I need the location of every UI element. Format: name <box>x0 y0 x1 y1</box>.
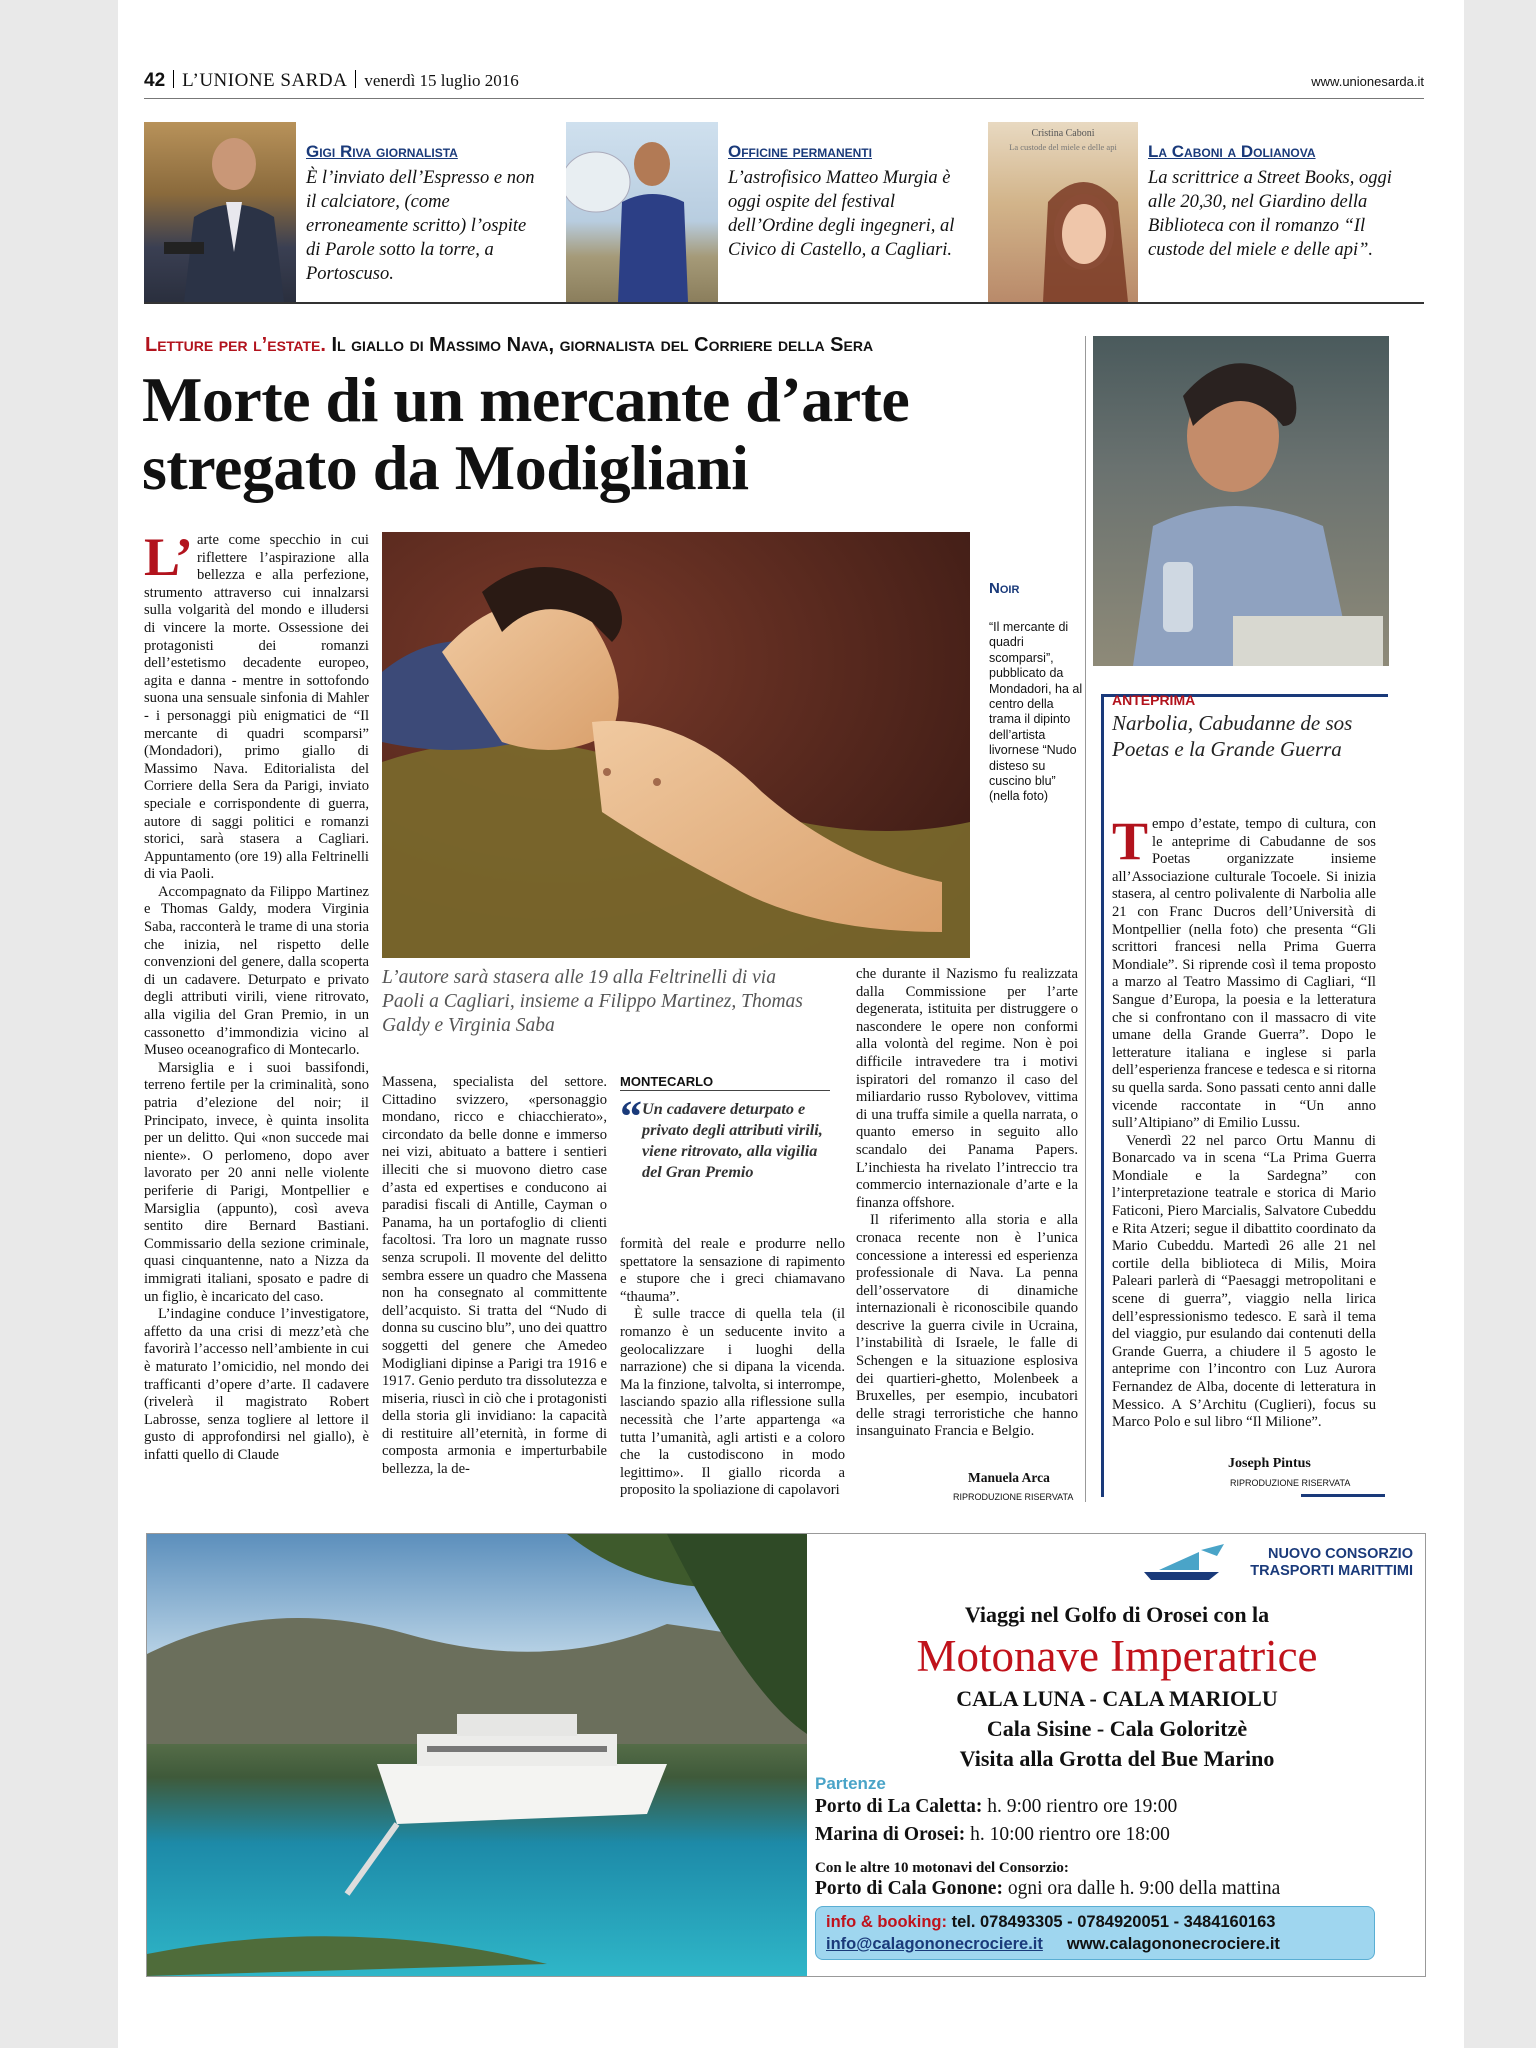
ad-logo-text <box>1250 1546 1413 1580</box>
col3-para-2: È sulle tracce di quella tela (il romanzo è un seducente invito a geolocalizzare i luoghi della narrazione) che si dipana la vicenda. Ma la finzione, talvolta, si interrompe, lasciando spazio alla riflessione sulla necessità che l’arte appartenga «a tutta l’umanità, agli artisti e a coloro che la custodiscono in modo legittimo». Il giallo ricorda a proposito la spoliazione di capolavori <box>620 1306 845 1499</box>
noir-label: Noir <box>989 580 1020 597</box>
schedule-place-1: Porto di La Caletta: <box>815 1796 983 1817</box>
col1-para-3: Marsiglia e i suoi bassifondi, terreno fertile per la criminalità, sono patria d’elezione del noir; il Principato, invece, è quinta insolita per un delitto. Qui «non succede mai niente». O perlomeno, dopo aver lavorato per 20 anni nelle violente periferie di Parigi, Montpellier e Marsiglia (appunto), così aveva sentito dire Bernard Bastiani. Commissario della sezione criminale, quasi cinquantenne, nato a Nizza da immigrati italiani, sposato e padre di un figlio, è incaricato del caso. <box>144 1059 369 1305</box>
sidebar-title: Narbolia, Cabudanne de sos Poetas e la Grande Guerra <box>1112 711 1353 761</box>
schedule-times-2: h. 10:00 rientro ore 18:00 <box>965 1824 1170 1845</box>
issue-date: venerdì 15 luglio 2016 <box>364 71 519 90</box>
article-headline <box>142 366 1062 502</box>
schedule-times-1: h. 9:00 rientro ore 19:00 <box>982 1796 1178 1817</box>
col4-para-2: Il riferimento alla storia e alla cronaca recente non è l’unica concessione a interessi ed esperienza professionale di Nava. La penna dell’osservatore di dinamiche internazionali è riconoscibile quando descrive la guerra civile in Ucraina, l’instabilità di Israele, le falle di Schengen e la situazione esplosiva dei quartieri-ghetto, Molenbeek a Bruxelles, per esempio, incubatori delle stragi terroristiche che hanno insanguinato Francia e Belgio. <box>856 1212 1078 1440</box>
ad-route-3: Visita alla Grotta del Bue Marino <box>959 1746 1275 1771</box>
ad-web-link[interactable]: www.calagononecrociere.it <box>1066 1935 1280 1953</box>
ad-logo-line-1: NUOVO CONSORZIO <box>1267 1546 1413 1562</box>
sidebar-para-1: empo d’estate, tempo di cultura, con le anteprime di Cabudanne de sos Poetas organizzate insieme all’Associazione culturale Tocoele. Si inizia stasera, al centro polivalente di Narbolia alle 21 con Franc Ducros dell’Università di Montpellier (nella foto) che presenta “Gli scrittori francesi nella Prima Guerra Mondiale”. Si riprende così il tema proposto a marzo al Teatro Massimo di Cagliari, “Il Sangue d’Europa, la poesia e la letteratura che si confrontano con il massacro di vite umane della Grande Guerra”. Dopo le letterature italiana e inglese si parla dell’esperienza francese e tedesca e si ritorna su quella sarda. Sono passati cento anni dalle vicende raccontate in “Un anno sull’Altipiano” di Emilio Lussu. <box>1112 816 1376 1132</box>
ad-route-1: CALA LUNA - CALA MARIOLU <box>956 1686 1278 1711</box>
ad-phone-numbers[interactable]: tel. 078493305 - 0784920051 - 3484160163 <box>946 1913 1276 1931</box>
ad-departures-label: Partenze <box>815 1774 886 1793</box>
col1-para-4: L’indagine conduce l’investigatore, affetto da una crisi di mezz’età che favorirà l’accesso nell’ambiente in cui è maturato l’omicidio, nel mondo dei trafficanti d’opere d’arte. Il cadavere (rivelerà il magistrato Robert Labrosse, senza togliere al lettore il gusto di approfondirsi nel giallo), è infatti quello di Claude <box>144 1306 369 1463</box>
teaser-title-3: La Caboni a Dolianova <box>1148 142 1316 161</box>
schedule-place-3: Porto di Cala Gonone: <box>815 1878 1003 1899</box>
column-divider <box>1085 336 1086 1502</box>
sidebar-rights: RIPRODUZIONE RISERVATA <box>1230 1478 1351 1488</box>
teaser-text-2: L’astrofisico Matteo Murgia è oggi ospite del festival dell’Ordine degli ingegneri, al Civico di Castello, a Cagliari. <box>728 168 955 260</box>
ship-logo-icon <box>1139 1542 1229 1582</box>
sidebar-para-2: Venerdì 22 nel parco Ortu Mannu di Bonarcado va in scena “La Prima Guerra Mondiale e la Sardegna” con l’interpretazione teatrale e storica di Mario Faticoni, Piero Marcialis, Salvatore Cubeddu e Rita Atzeri; segue il dibattito coordinato da Mario Cubeddu. Martedì 26 alle 21 nel cortile della biblioteca di Milis, Moira Paleari parlerà di “Paesaggi metropolitani e scene di guerra”, viaggio nella lirica dell’espressionismo tedesco. E sarà il tema del viaggio, pur esulando dai contenuti della Grande Guerra, a chiudere il 5 agosto le anteprime con l’incontro con Luz Aurora Fernandez de Alba, docente di letteratura in Messico. A S’Architu (Cuglieri), focus su Marco Polo e sul libro “Il Milione”. <box>1112 1132 1376 1431</box>
article-column-3 <box>620 1236 845 1500</box>
noir-description: “Il mercante di quadri scomparsi”, pubblicato da Mondadori, ha al centro della trama il dipinto dell’artista livornese “Nudo disteso su cuscino blu” (nella foto) <box>989 620 1083 804</box>
sidebar-body <box>1112 811 1376 1432</box>
headline-line-1: Morte di un mercante d’arte <box>142 364 910 435</box>
sidebar-photo <box>1093 336 1389 666</box>
kicker-subtitle: Il giallo di Massimo Nava, giornalista del Corriere della Sera <box>325 334 874 356</box>
ad-schedule-2 <box>815 1824 1170 1846</box>
portrait-illustration <box>1093 336 1389 666</box>
sidebar-signature: Joseph Pintus <box>1228 1456 1311 1471</box>
book-cover-title: La custode del miele e delle api <box>1009 142 1117 152</box>
pull-quote <box>620 1090 830 1183</box>
reclining-nude-illustration <box>382 532 970 958</box>
page-number: 42 <box>144 70 166 91</box>
sidebar-label: ANTEPRIMA <box>1112 692 1196 708</box>
teaser-divider <box>144 302 1424 304</box>
teaser-book-cover <box>988 122 1138 302</box>
ad-text-panel <box>809 1534 1425 1976</box>
newspaper-page <box>118 0 1464 2048</box>
website-link[interactable]: www.unionesarda.it <box>1311 74 1424 89</box>
article-column-2 <box>382 1074 607 1479</box>
speaker-illustration <box>144 122 296 302</box>
ad-schedule-3 <box>815 1878 1280 1900</box>
ad-contact-phones <box>826 1913 1275 1932</box>
article-column-1 <box>144 527 369 1464</box>
ad-info-label: info & booking: <box>826 1913 947 1931</box>
schedule-place-2: Marina di Orosei: <box>815 1824 966 1845</box>
modigliani-painting <box>382 532 970 958</box>
painting-caption: L’autore sarà stasera alle 19 alla Feltrinelli di via Paoli a Cagliari, insieme a Filippo Martinez, Thomas Galdy e Virginia Saba <box>382 967 803 1036</box>
ad-title: Motonave Imperatrice <box>916 1631 1318 1681</box>
ad-intro: Viaggi nel Golfo di Orosei con la <box>964 1602 1270 1627</box>
article-rights: RIPRODUZIONE RISERVATA <box>953 1492 1074 1502</box>
astrophysicist-illustration <box>566 122 718 302</box>
sidebar-frame-bottom <box>1301 1494 1385 1497</box>
teaser-photo-gigi-riva <box>144 122 296 302</box>
article-kicker <box>145 334 873 357</box>
ad-boat-photo <box>147 1534 807 1976</box>
ad-logo-line-2: TRASPORTI MARITTIMI <box>1250 1563 1413 1579</box>
pull-quote-text: Un cadavere deturpato e privato degli attributi virili, viene ritrovato, alla vigilia del Gran Premio <box>642 1100 823 1181</box>
kicker-section: Letture per l’estate. <box>145 334 326 356</box>
masthead: L’UNIONE SARDA <box>182 70 348 91</box>
ad-contact-links <box>826 1935 1280 1954</box>
col1-para-1: arte come specchio in cui riflettere l’aspirazione alla bellezza e alla perfezione, strumento attraverso cui innalzarsi sulla volgarità del mondo e illudersi di vincere la morte. Ossessione dei protagonisti dei romanzi dell’estetismo decadente europeo, agita e danna - mentre in sottofondo suona una sensuale sinfonia di Mahler - i personaggi più enigmatici de “Il mercante di quadri scomparsi” (Mondadori), primo giallo di Massimo Nava. Editorialista del Corriere della Sera da Parigi, inviato speciale e corrispondente di guerra, autore di saggi politici e romanzi storici, sarà stasera a Cagliari. Appuntamento (ore 19) alla Feltrinelli di via Paoli. <box>144 532 369 883</box>
col1-para-2: Accompagnato da Filippo Martinez e Thomas Galdy, modera Virginia Saba, racconterà le trame di una storia che inizia, nel rispetto delle convenzioni del genere, dalla scoperta di un cadavere. Deturpato e privato degli attributi virili, viene ritrovato, alla vigilia del Gran Premio, in un cassonetto d’immondizia vicino al Museo oceanografico di Montecarlo. <box>144 883 369 1059</box>
article-signature: Manuela Arca <box>968 1470 1050 1485</box>
schedule-times-3: ogni ora dalle h. 9:00 della mattina <box>1002 1878 1281 1899</box>
ad-email-link[interactable]: info@calagononecrociere.it <box>826 1935 1043 1953</box>
teaser-photo-matteo-murgia <box>566 122 718 302</box>
teaser-text-1: È l’inviato dell’Espresso e non il calciatore, (come erroneamente scritto) l’ospite di Parole sotto la torre, a Portoscuso. <box>306 168 535 284</box>
page-header <box>144 70 1424 99</box>
book-cover-author: Cristina Caboni <box>1031 128 1095 139</box>
teaser-title-2: Officine permanenti <box>728 142 872 161</box>
book-cover-portrait <box>988 122 1138 302</box>
motorboat-illustration <box>147 1534 807 1976</box>
article-column-4 <box>856 966 1078 1441</box>
advertisement <box>146 1533 1426 1977</box>
ad-other-label: Con le altre 10 motonavi del Consorzio: <box>815 1860 1069 1876</box>
ad-schedule-1 <box>815 1796 1177 1818</box>
headline-line-2: stregato da Modigliani <box>142 432 749 503</box>
col2-para-1: Massena, specialista del settore. Cittadino svizzero, «personaggio mondano, ricco e chiacchierato», circondato da belle donne e immerso nei vizi, abituato a battere i sentieri illeciti che si muovono dietro case d’asta ed expertises e conducono ai paradisi fiscali di Antille, Cayman o Panama, ha un portafoglio di clienti facoltosi. Tra loro un magnate russo senza scrupoli. Il movente del delitto sembra essere un quadro che Massena non ha consegnato al committente dell’acquisto. Si tratta del “Nudo di donna su cuscino blu”, uno dei quattro soggetti del genere che Amedeo Modigliani dipinse a Parigi tra 1916 e 1917. Genio perduto tra dissolutezza e miseria, riuscì in ciò che i protagonisti della storia gli invidiano: la capacità di restituire all’eternità, in forme di composta armonia e imperturbabile bellezza, la de- <box>382 1074 607 1478</box>
ad-route-2: Cala Sisine - Cala Goloritzè <box>986 1716 1248 1741</box>
sidebar-dropcap: T <box>1112 811 1149 871</box>
quote-mark-icon: “ <box>620 1092 642 1141</box>
article-dropcap: L’ <box>144 527 194 587</box>
pull-quote-label: MONTECARLO <box>620 1074 714 1089</box>
teaser-title-1: Gigi Riva giornalista <box>306 142 458 161</box>
col4-para-1: che durante il Nazismo fu realizzata dalla Commissione per l’arte degenerata, istituita per distruggere o nascondere le opere non conformi alla volontà del regime. Non è poi difficile intravedere tra i motivi ispiratori del romanzo il caso del miliardario russo Rybolovev, vittima di una truffa simile a quella narrata, o quanto emerso in seguito allo scandalo dei Panama Papers. L’inchiesta ha rivelato l’intreccio tra commercio internazionale d’arte e la finanza offshore. <box>856 966 1078 1211</box>
teaser-text-3: La scrittrice a Street Books, oggi alle 20,30, nel Giardino della Biblioteca con il romanzo “Il custode del miele e delle api”. <box>1148 168 1392 260</box>
col3-para-1: formità del reale e produrre nello spettatore la sensazione di rapimento e stupore che i greci chiamavano “thauma”. <box>620 1236 845 1305</box>
ad-contact-box <box>815 1906 1375 1960</box>
